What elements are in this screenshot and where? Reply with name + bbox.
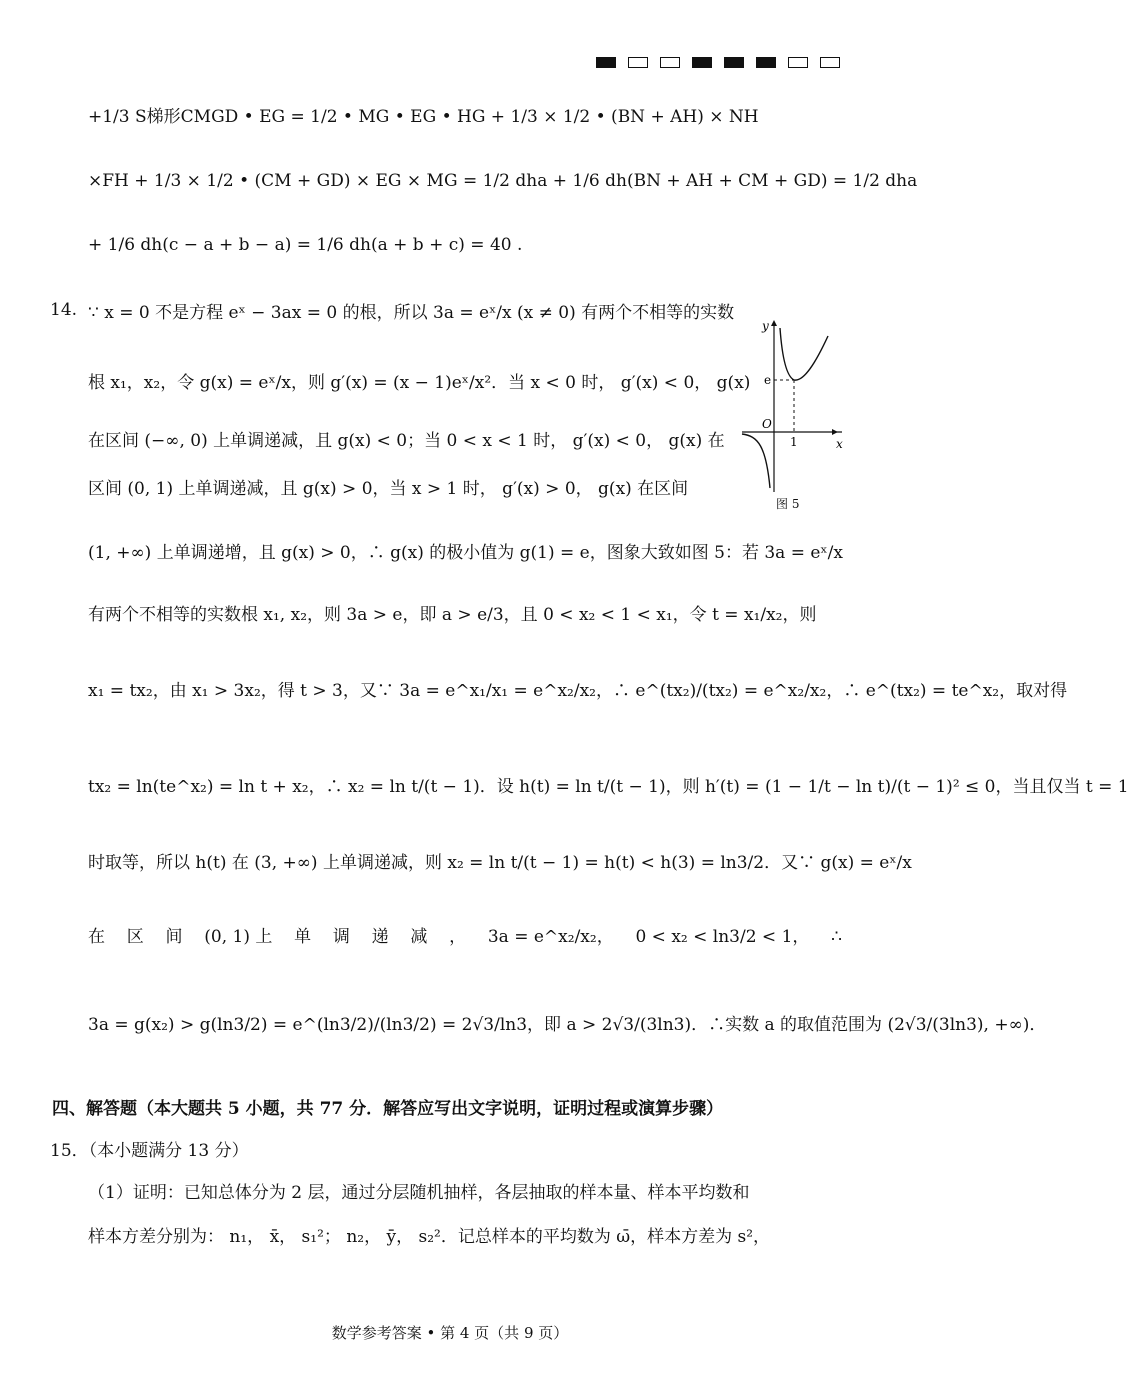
solution-line: （1）证明：已知总体分为 2 层，通过分层随机抽样，各层抽取的样本量、样本平均数和 [88,1183,750,1203]
text-segment: 区 [126,927,144,947]
solution-line: 时取等，所以 h(t) 在 (3, +∞) 上单调递减，则 x₂ = ln t/(t − 1) = h(t) < h(3) = ln3/2．又∵ g(x) = eˣ/x [88,853,912,873]
header-mark-empty [788,57,808,68]
text-segment: 调 [332,927,350,947]
solution-line: ∵ x = 0 不是方程 eˣ − 3ax = 0 的根，所以 3a = eˣ/x (x ≠ 0) 有两个不相等的实数 [88,303,735,323]
solution-line: 有两个不相等的实数根 x₁, x₂，则 3a > e，即 a > e/3，且 0 < x₂ < 1 < x₁，令 t = x₁/x₂，则 [88,605,817,625]
text-segment: ， [449,927,467,947]
text-segment: 减 [410,927,428,947]
origin-label: O [762,417,772,431]
solution-line: ×FH + 1/3 × 1/2 • (CM + GD) × EG × MG = 1/2 dha + 1/6 dh(BN + AH + CM + GD) = 1/2 dha [88,171,918,191]
question-heading: 15．（本小题满分 13 分） [50,1141,249,1161]
text-segment: (0, 1) 上 [204,927,273,947]
solution-line: 在区间 (−∞, 0) 上单调递减，且 g(x) < 0；当 0 < x < 1 时， g′(x) < 0， g(x) 在 [88,431,725,451]
solution-line: 区间 (0, 1) 上单调递减，且 g(x) > 0，当 x > 1 时， g′(x) > 0， g(x) 在区间 [88,479,689,499]
header-mark-filled [692,57,712,68]
one-label: 1 [790,435,798,449]
header-mark-empty [660,57,680,68]
header-mark-filled [724,57,744,68]
text-segment: 在 [88,927,105,947]
header-mark-empty [820,57,840,68]
y-axis-label: y [762,319,769,333]
text-segment: 0 < x₂ < ln3/2 < 1， [635,927,810,947]
x-axis-label: x [836,437,843,451]
curve-left-branch [742,434,770,488]
section-heading: 四、解答题（本大题共 5 小题，共 77 分．解答应写出文字说明，证明过程或演算步骤） [52,1099,724,1119]
solution-line: +1/3 S梯形CMGD • EG = 1/2 • MG • EG • HG + 1/3 × 1/2 • (BN + AH) × NH [88,107,759,127]
function-graph-figure [738,316,846,496]
figure-caption: 图 5 [776,497,800,511]
header-mark-filled [596,57,616,68]
header-mark-empty [628,57,648,68]
header-marks [596,57,840,68]
solution-line-spaced [88,924,842,950]
header-mark-filled [756,57,776,68]
solution-line: (1, +∞) 上单调递增，且 g(x) > 0，∴ g(x) 的极小值为 g(1) = e，图象大致如图 5：若 3a = eˣ/x [88,543,843,563]
text-segment: 3a = e^x₂/x₂， [487,927,614,947]
solution-line: tx₂ = ln(te^x₂) = ln t + x₂，∴ x₂ = ln t/(t − 1)．设 h(t) = ln t/(t − 1)，则 h′(t) = (1 − 1/t − ln t)/(t − 1)² ≤ 0，当且仅当 t = 1 [88,777,1129,797]
y-axis-arrow [771,320,777,326]
e-label: e [764,373,772,387]
page-footer: 数学参考答案 • 第 4 页（共 9 页） [331,1324,569,1342]
solution-line: 根 x₁，x₂，令 g(x) = eˣ/x，则 g′(x) = (x − 1)eˣ/x²．当 x < 0 时， g′(x) < 0， g(x) [88,373,751,393]
curve-right-branch [780,328,828,380]
solution-line: + 1/6 dh(c − a + b − a) = 1/6 dh(a + b + c) = 40 . [88,235,523,255]
text-segment: 单 [294,927,312,947]
text-segment: 间 [165,927,183,947]
text-segment: 递 [371,927,389,947]
solution-line: 3a = g(x₂) > g(ln3/2) = e^(ln3/2)/(ln3/2) = 2√3/ln3，即 a > 2√3/(3ln3)．∴实数 a 的取值范围为 (2√3/(3ln3), +∞)． [88,1015,1047,1035]
x-axis-arrow [832,429,838,435]
solution-line: 样本方差分别为： n₁， x̄， s₁²； n₂， ȳ， s₂²．记总样本的平均数为 ω̄，样本方差为 s²， [88,1227,771,1247]
question-number: 14. [50,300,78,320]
solution-line: x₁ = tx₂，由 x₁ > 3x₂，得 t > 3，又∵ 3a = e^x₁/x₁ = e^x₂/x₂，∴ e^(tx₂)/(tx₂) = e^x₂/x₂，∴ e^(tx₂) = te^x₂，取对得 [88,681,1068,701]
text-segment: ∴ [831,927,842,947]
